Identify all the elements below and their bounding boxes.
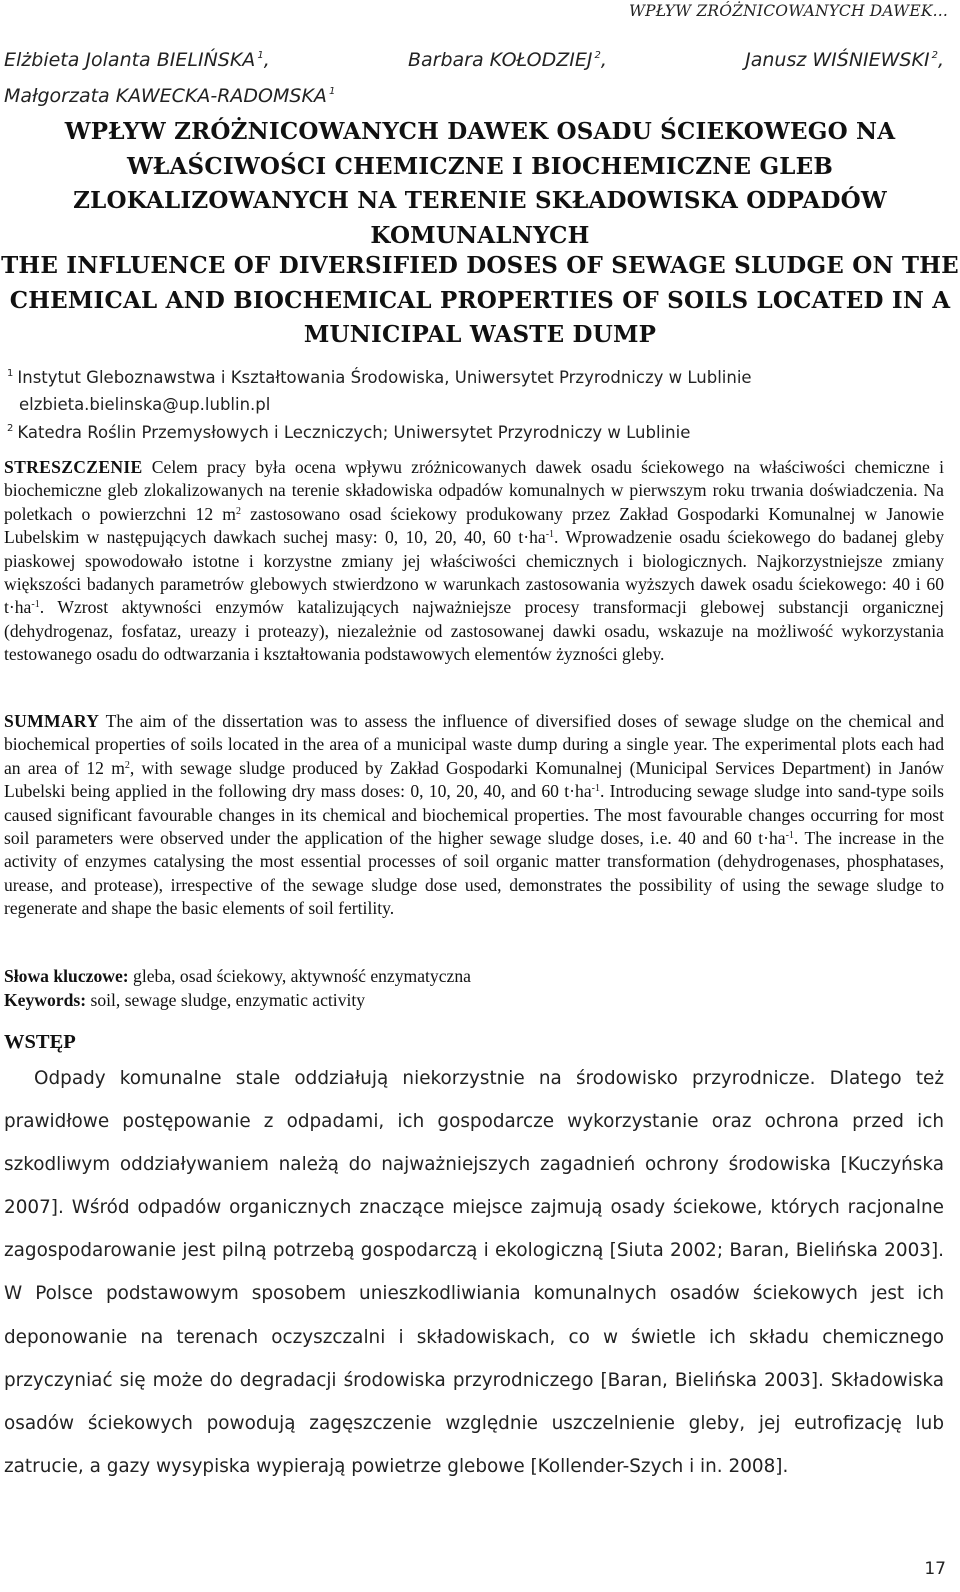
abstract-text: . Introducing sewage sludge into sand-type soils caused significant favourable changes in its chemical and biochemical properties. The most favourable changes occurring for most soil parameters were observed under the application of the higher sewage sludge doses, i.e. 40 and 60 t·ha — [4, 781, 944, 849]
author-separator: , — [263, 49, 270, 71]
abstract-text: The aim of the dissertation was to assess the influence of diversified doses of sewage sludge on the chemical and biochemical properties of soils located in the area of a municipal waste dump during a single year. The experimental plots each had an area of 12 m — [4, 711, 944, 778]
superscript: -1 — [545, 529, 555, 541]
abstract-text: Celem pracy była ocena wpływu zróżnicowanych dawek osadu ściekowego na właściwości chemiczne i biochemiczne gleb zlokalizowanych na terenie składowiska odpadów komunalnych w pierwszym roku trwania doświadczenia. Na poletkach o powierzchni 12 m — [4, 457, 944, 524]
abstract-label: STRESZCZENIE — [4, 457, 143, 477]
author-name: Janusz WIŚNIEWSKI — [745, 49, 930, 71]
affiliation — [7, 360, 952, 418]
keywords-text: soil, sewage sludge, enzymatic activity — [86, 989, 366, 1010]
author-name: Małgorzata KAWECKA-RADOMSKA — [4, 85, 327, 107]
abstract-english — [4, 710, 944, 921]
author-name: Barbara KOŁODZIEJ — [407, 49, 593, 71]
keywords-polish — [4, 965, 944, 989]
keywords-label: Keywords: — [4, 989, 87, 1010]
abstract-text: , with sewage sludge produced by Zakład Gospodarki Komunalnej (Municipal Services Department) in Janów Lubelski being applied in the following dry mass doses: 0, 10, 20, 40, and 60 t·ha — [4, 757, 945, 802]
author-separator: , — [600, 49, 607, 71]
superscript: 2 — [124, 759, 130, 771]
author-affil-ref: 1 — [257, 50, 264, 61]
author-list — [4, 40, 944, 112]
affiliation-number: 1 — [7, 368, 14, 379]
paper-title-polish: WPŁYW ZRÓŻNICOWANYCH DAWEK OSADU ŚCIEKOWEGO NA WŁAŚCIWOŚCI CHEMICZNE I BIOCHEMICZNE GLEB ZLOKALIZOWANYCH NA TERENIE SKŁADOWISKA ODPADÓW KOMUNALNYCH — [64, 118, 896, 249]
author — [4, 85, 335, 107]
keywords-english — [4, 989, 944, 1013]
affiliation-text: Katedra Roślin Przemysłowych i Leczniczych; Uniwersytet Przyrodniczy w Lublinie — [17, 423, 691, 442]
author-name: Elżbieta Jolanta BIELIŃSKA — [4, 49, 256, 71]
author — [4, 40, 270, 76]
keywords-block — [4, 965, 944, 1012]
affiliation-number: 2 — [7, 423, 14, 434]
section-heading: WSTĘP — [4, 1031, 76, 1053]
superscript: -1 — [31, 599, 40, 611]
abstract-polish — [4, 456, 944, 667]
author-affil-ref: 2 — [931, 50, 938, 61]
abstract-label: SUMMARY — [4, 711, 100, 731]
running-head: WPŁYW ZRÓŻNICOWANYCH DAWEK... — [628, 2, 948, 20]
author-affil-ref: 2 — [594, 50, 601, 61]
author — [745, 40, 944, 76]
keywords-text: gleba, osad ściekowy, aktywność enzymatyczna — [128, 966, 471, 986]
author-affil-ref: 1 — [328, 86, 336, 97]
keywords-label: Słowa kluczowe: — [4, 966, 129, 986]
superscript: -1 — [785, 830, 794, 842]
paper-title-english: THE INFLUENCE OF DIVERSIFIED DOSES OF SEWAGE SLUDGE ON THE CHEMICAL AND BIOCHEMICAL PROPERTIES OF SOILS LOCATED IN A MUNICIPAL WASTE DUMP — [1, 252, 959, 348]
abstract-text: zastosowano osad ściekowy produkowany przez Zakład Gospodarki Komunalnej w Janowie Lubelskim w następujących dawkach suchej masy: 0, 10, 20, 40, 60 t·ha — [4, 503, 945, 548]
affiliation-text: Instytut Gleboznawstwa i Kształtowania Środowiska, Uniwersytet Przyrodniczy w Lublinie — [17, 368, 752, 387]
abstract-text: . Wprowadzenie osadu ściekowego do badanej gleby piaskowej spowodowało istotne i korzystne zmiany jej właściwości chemicznych i biologicznych. Najkorzystniejsze zmiany większości badanych parametrów glebowych stwierdzono w warunkach zastosowania wyższych dawek osadu ściekowego: 40 i 60 t·ha — [4, 527, 944, 618]
abstract-text: . The increase in the activity of enzymes catalysing the most essential processes of soil organic matter transformation (dehydrogenases, phosphatases, urease, and protease), irrespective of the sewage sludge dose used, demonstrates the possibility of using the sewage sludge to regenerate and shape the basic elements of soil fertility. — [4, 828, 945, 919]
abstract-text: . Wzrost aktywności enzymów katalizujących najważniejsze procesy transformacji glebowej substancji organicznej (dehydrogenaz, fosfataz, ureazy i proteazy), niezależnie od zastosowanej dawki osadu, wskazuje na możliwość wykorzystania testowanego osadu do odtwarzania i kształtowania podstawowych elementów żyzności gleby. — [4, 597, 944, 665]
introduction-body — [4, 1057, 944, 1488]
author — [408, 40, 607, 76]
author-line — [4, 76, 944, 112]
author-line — [4, 40, 944, 76]
author-email[interactable]: elzbieta.bielinska@up.lublin.pl — [19, 395, 271, 414]
page-number: 17 — [924, 1559, 946, 1579]
paragraph: Odpady komunalne stale oddziałują niekorzystnie na środowisko przyrodnicze. Dlatego też prawidłowe postępowanie z odpadami, ich gospodarcze wykorzystanie oraz ochrona przed ich szkodliwym oddziaływaniem należą do najważniejszych zagadnień ochrony środowiska [Kuczyńska 2007]. Wśród odpadów organicznych znaczące miejsce zajmują osady ściekowe, których racjonalne zagospodarowanie jest pilną potrzebą gospodarczą i ekologiczną [Siuta 2002; Baran, Bielińska 2003]. W Polsce podstawowym sposobem unieszkodliwiania komunalnych osadów ściekowych jest ich deponowanie na terenach oczyszczalni i składowiskach, co w świetle ich składu chemicznego przyczyniać się może do degradacji środowiska przyrodniczego [Baran, Bielińska 2003]. Składowiska osadów ściekowych powodują zagęszczenie względnie uszczelnienie gleby, jej eutrofizację lub zatrucie, a gazy wysypiska wypierają powietrze glebowe [Kollender-Szych i in. 2008]. — [4, 1068, 944, 1477]
author-separator: , — [937, 49, 944, 71]
superscript: -1 — [591, 783, 600, 795]
superscript: 2 — [235, 505, 241, 517]
affiliation — [7, 415, 952, 446]
